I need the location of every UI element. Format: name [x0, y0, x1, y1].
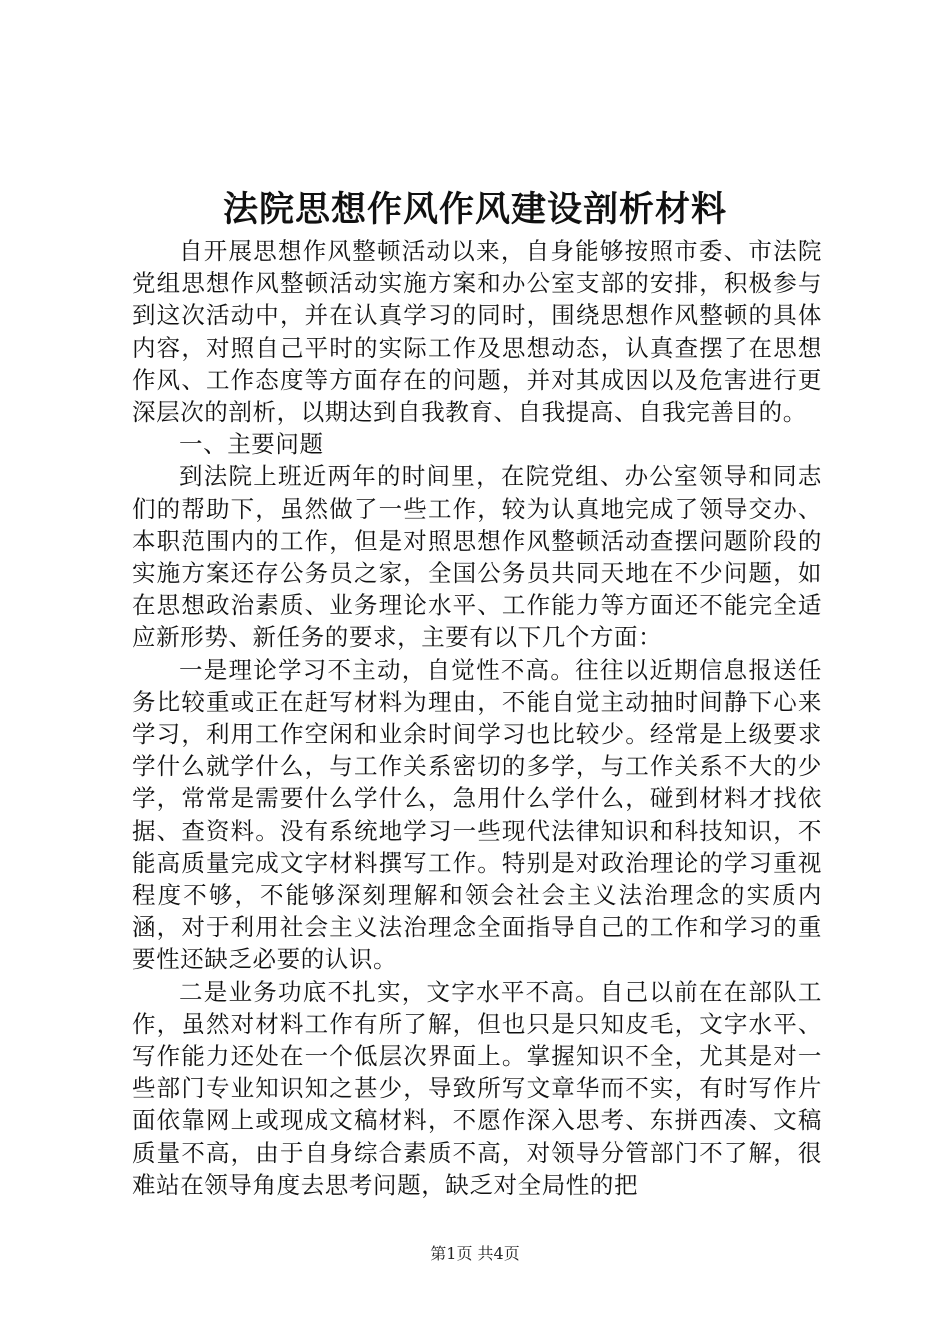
paragraph-point-two: 二是业务功底不扎实，文字水平不高。自己以前在在部队工作，虽然对材料工作有所了解，但也只是只知皮毛，文字水平、写作能力还处在一个低层次界面上。掌握知识不全，尤其是对一些部门专业知识知之甚少，导致所写文章华而不实，有时写作片面依靠网上或现成文稿材料，不愿作深入思考、东拼西凑、文稿质量不高，由于自身综合素质不高，对领导分管部门不了解，很难站在领导角度去思考问题，缺乏对全局性的把: [132, 977, 822, 1199]
paragraph-intro: 自开展思想作风整顿活动以来，自身能够按照市委、市法院党组思想作风整顿活动实施方案和办公室支部的安排，积极参与到这次活动中，并在认真学习的同时，围绕思想作风整顿的具体内容，对照自己平时的实际工作及思想动态，认真查摆了在思想作风、工作态度等方面存在的问题，并对其成因以及危害进行更深层次的剖析，以期达到自我教育、自我提高、自我完善目的。: [132, 237, 822, 427]
paragraph-overview: 到法院上班近两年的时间里，在院党组、办公室领导和同志们的帮助下，虽然做了一些工作，较为认真地完成了领导交办、本职范围内的工作，但是对照思想作风整顿活动查摆问题阶段的实施方案还存公务员之家，全国公务员共同天地在不少问题，如在思想政治素质、业务理论水平、工作能力等方面还不能完全适应新形势、新任务的要求，主要有以下几个方面：: [132, 462, 822, 652]
paragraph-point-one: 一是理论学习不主动，自觉性不高。往往以近期信息报送任务比较重或正在赶写材料为理由，不能自觉主动抽时间静下心来学习，利用工作空闲和业余时间学习也比较少。经常是上级要求学什么就学什么，与工作关系密切的多学，与工作关系不大的少学，常常是需要什么学什么，急用什么学什么，碰到材料才找依据、查资料。没有系统地学习一些现代法律知识和科技知识，不能高质量完成文字材料撰写工作。特别是对政治理论的学习重视程度不够，不能够深刻理解和领会社会主义法治理念的实质内涵，对于利用社会主义法治理念全面指导自己的工作和学习的重要性还缺乏必要的认识。: [132, 655, 822, 974]
document-title: 法院思想作风作风建设剖析材料: [222, 189, 727, 230]
section-heading-main-problems: 一、主要问题: [179, 430, 324, 459]
document-body: [132, 235, 822, 1201]
page-footer: 第1页 共4页: [430, 1244, 520, 1263]
